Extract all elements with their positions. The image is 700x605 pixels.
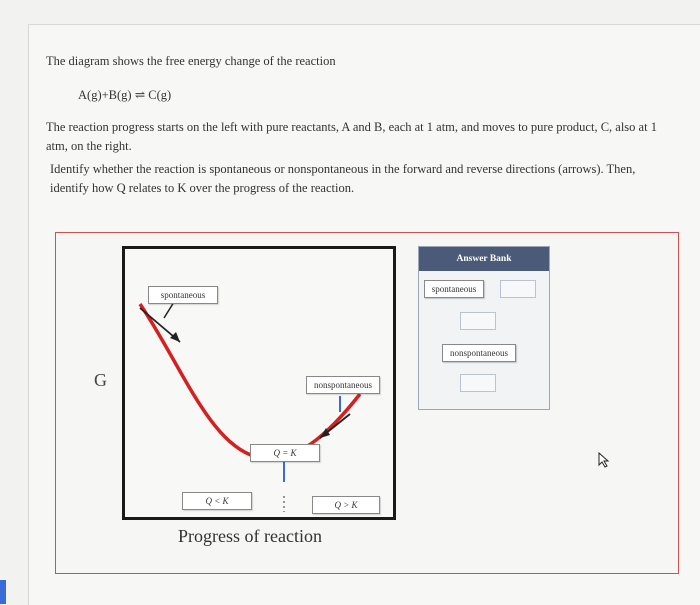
answer-chip-spontaneous[interactable]: spontaneous bbox=[424, 280, 484, 298]
answer-chip-nonspontaneous[interactable]: nonspontaneous bbox=[442, 344, 516, 362]
placed-label-q-less-k[interactable]: Q < K bbox=[182, 492, 252, 510]
empty-answer-slot[interactable] bbox=[460, 374, 496, 392]
instructions-paragraph-1: The reaction progress starts on the left with pure reactants, A and B, each at 1 atm, and moves to pure product, C, also at 1 atm, on the right. bbox=[46, 120, 657, 153]
window-edge-indicator bbox=[0, 580, 6, 604]
placed-label-q-equals-k[interactable]: Q = K bbox=[250, 444, 320, 462]
y-axis-label: G bbox=[94, 370, 107, 390]
answer-bank-title: Answer Bank bbox=[419, 247, 549, 271]
reaction-equation: A(g)+B(g) ⇌ C(g) bbox=[78, 88, 172, 102]
mouse-cursor-icon bbox=[598, 452, 610, 468]
empty-answer-slot[interactable] bbox=[500, 280, 536, 298]
forward-arrow-head bbox=[170, 332, 180, 342]
x-axis-label: Progress of reaction bbox=[178, 526, 322, 546]
intro-text: The diagram shows the free energy change of the reaction bbox=[46, 54, 336, 68]
placed-label-q-greater-k[interactable]: Q > K bbox=[312, 496, 380, 514]
leader-line-spontaneous bbox=[164, 302, 174, 318]
instructions-paragraph-2: Identify whether the reaction is spontaneous or nonspontaneous in the forward and reverse directions (arrows). Then, identify how Q relates to K over the progress of the reaction. bbox=[50, 162, 636, 195]
placed-label-nonspontaneous[interactable]: nonspontaneous bbox=[306, 376, 380, 394]
placed-label-spontaneous[interactable]: spontaneous bbox=[148, 286, 218, 304]
empty-answer-slot[interactable] bbox=[460, 312, 496, 330]
